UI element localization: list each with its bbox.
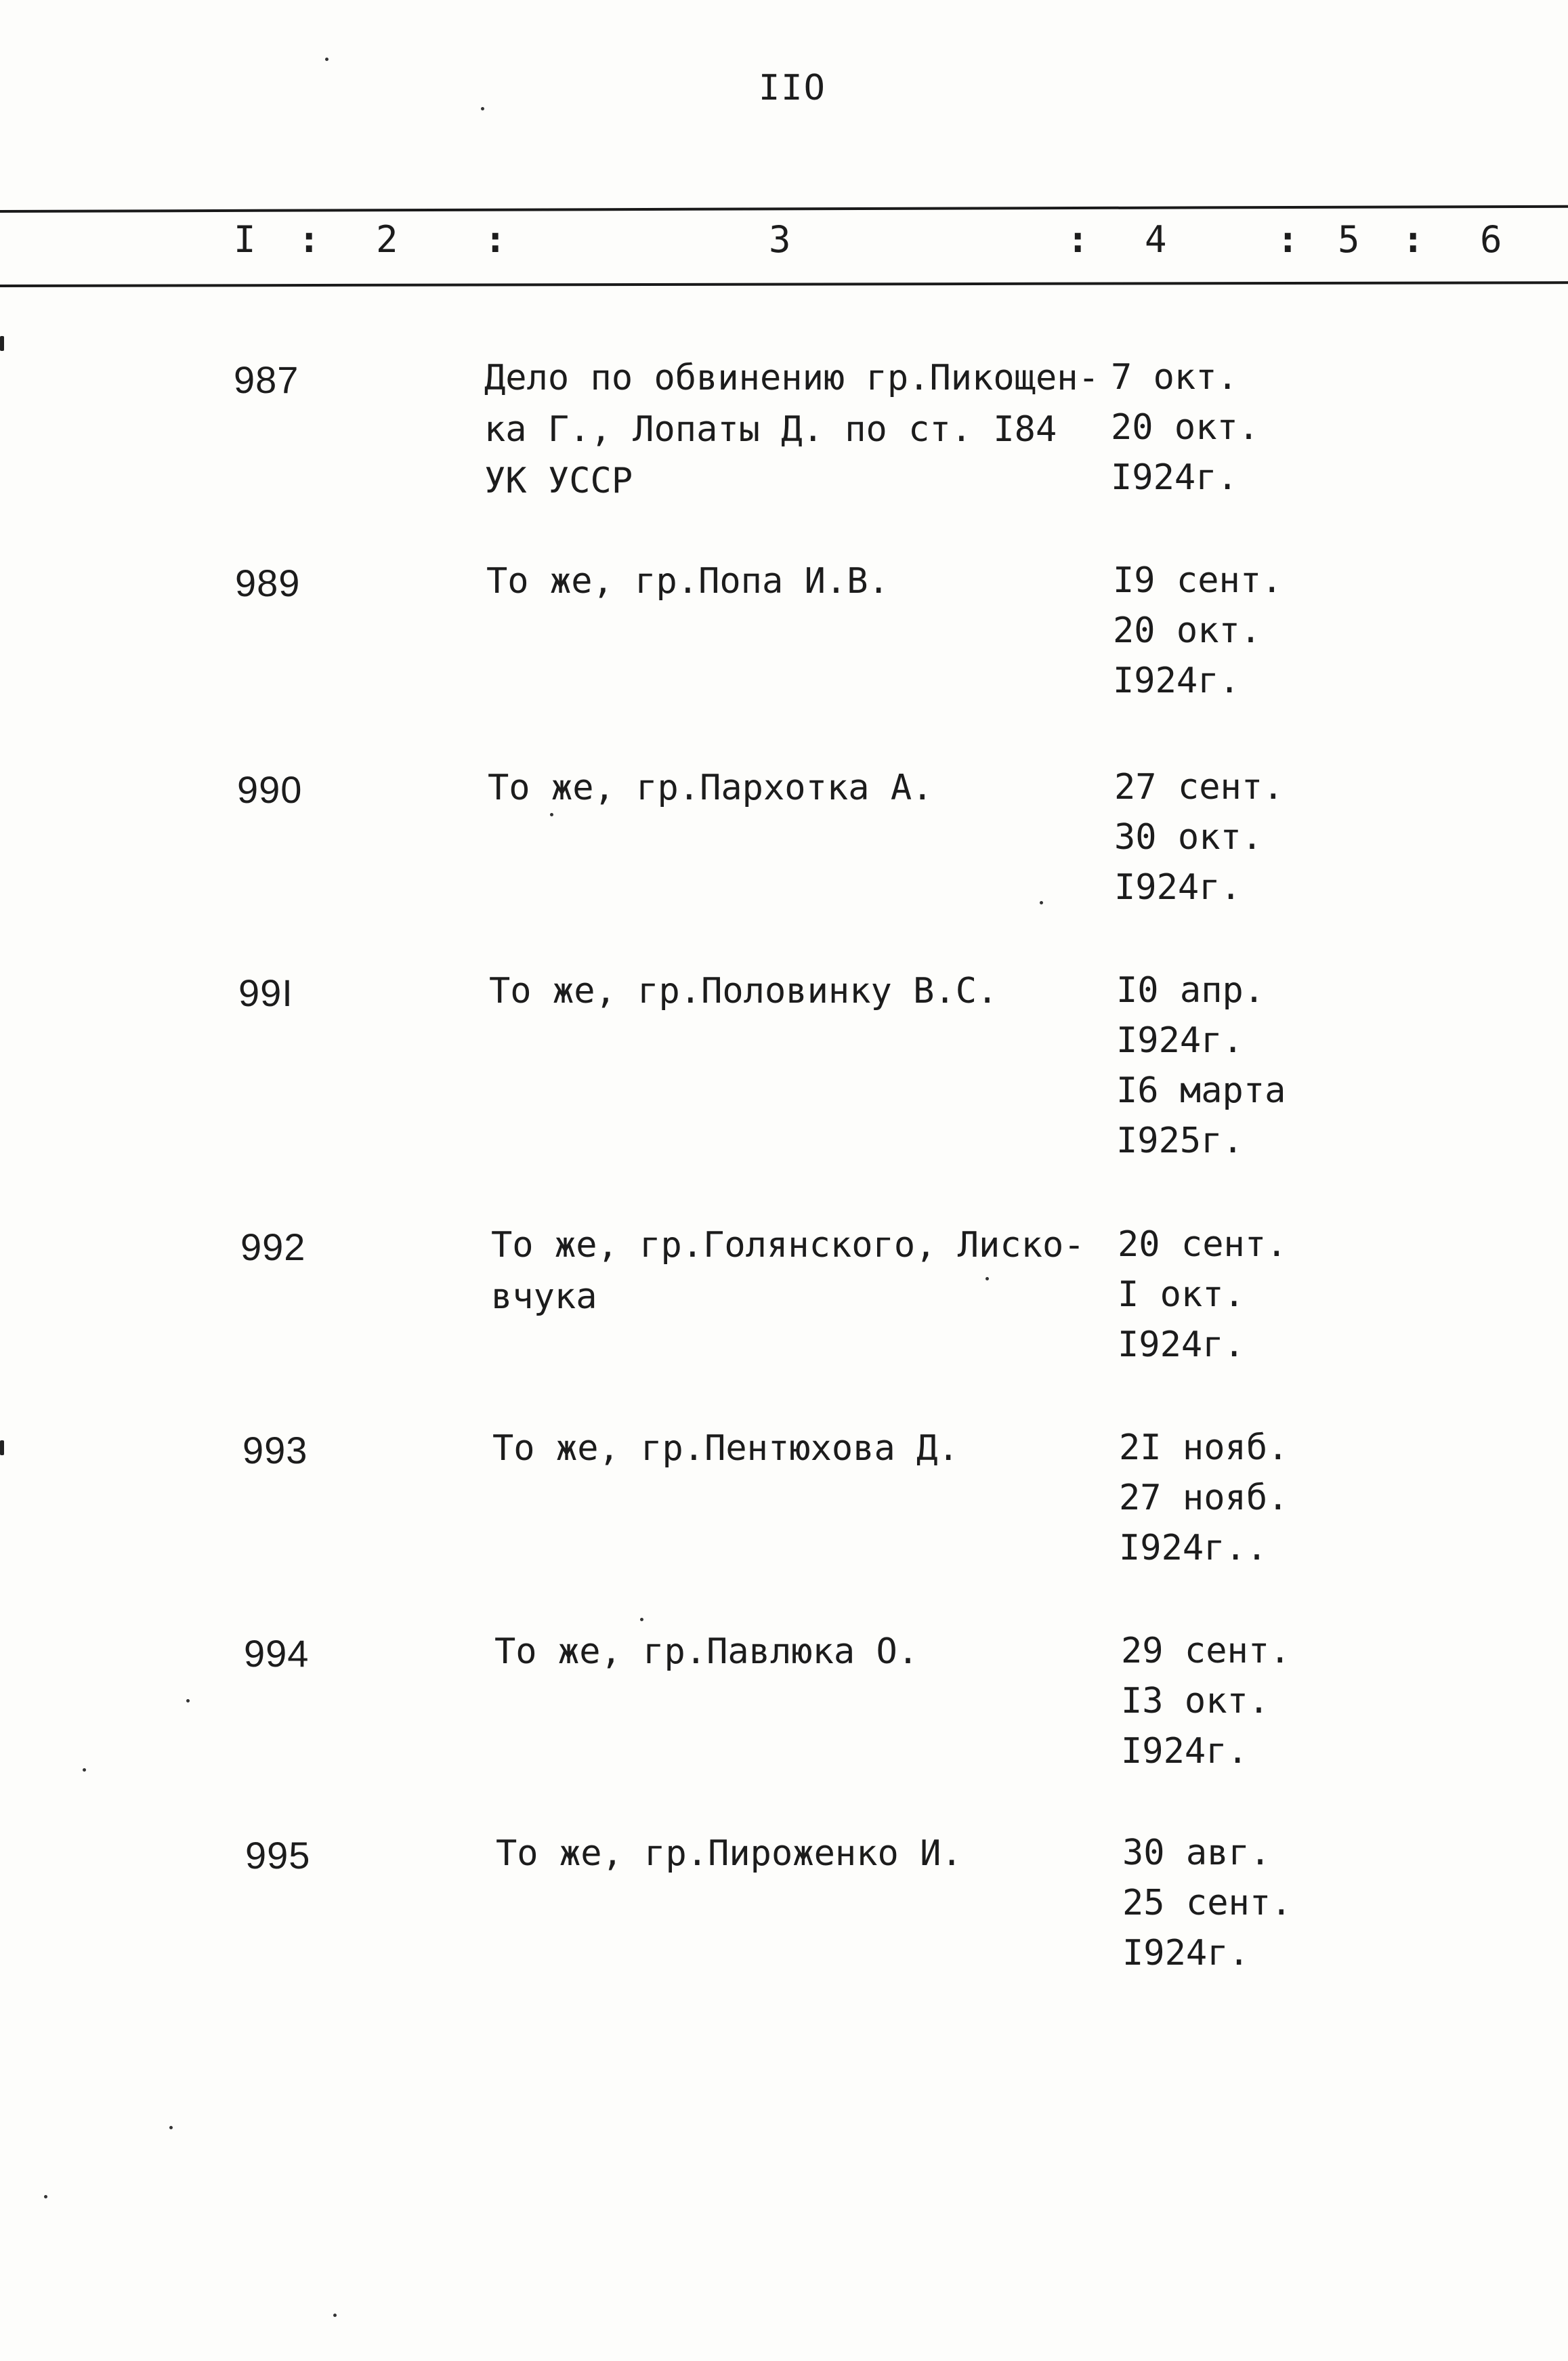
- entry-number: 990: [237, 768, 303, 811]
- column-heading-5: 5: [1338, 218, 1360, 261]
- entry-date: I924г.: [1122, 1933, 1250, 1973]
- entry-description: То же, гр.Голянского, Лиско- вчука: [491, 1225, 1085, 1317]
- column-separator: :: [1067, 218, 1089, 261]
- column-separator: :: [484, 218, 507, 261]
- entry-number: 99I: [238, 971, 293, 1014]
- entry-date: 25 сент.: [1122, 1883, 1292, 1923]
- entry-date: I924г.: [1114, 867, 1242, 908]
- entry-description: То же, гр.Пентюхова Д.: [492, 1428, 959, 1469]
- entry-description: То же, гр.Пироженко И.: [496, 1833, 962, 1874]
- scan-speck: [83, 1768, 86, 1772]
- entry-date: 20 сент.: [1118, 1224, 1288, 1265]
- column-heading-2: 2: [376, 218, 398, 261]
- entry-date: I9 сент.: [1113, 560, 1283, 601]
- entry-date: I924г.: [1121, 1731, 1248, 1772]
- entry-dates: [1114, 762, 1284, 913]
- entry-date: I925г.: [1116, 1121, 1244, 1161]
- entry-dates: [1122, 1828, 1292, 1978]
- scan-speck: [169, 2126, 173, 2129]
- entry-date: I924г.: [1113, 661, 1240, 701]
- entry-dates: [1121, 1626, 1290, 1776]
- entry-date: I3 окт.: [1121, 1681, 1270, 1721]
- entry-description: То же, гр.Попа И.В.: [486, 561, 889, 602]
- binding-mark: [0, 336, 4, 351]
- entry-dates: [1119, 1423, 1288, 1573]
- entry-date: I окт.: [1118, 1274, 1245, 1315]
- entry-date: I924г.: [1116, 1020, 1244, 1061]
- entry-date: 2I нояб.: [1119, 1427, 1289, 1468]
- entry-dates: [1116, 965, 1286, 1166]
- entry-dates: [1113, 556, 1282, 706]
- entry-number: 995: [245, 1834, 311, 1877]
- entry-date: 29 сент.: [1121, 1631, 1291, 1671]
- entry-description: То же, гр.Половинку В.С.: [489, 971, 998, 1011]
- entry-description: То же, гр.Пархотка А.: [488, 768, 933, 808]
- entry-date: I924г..: [1119, 1528, 1268, 1568]
- header-bottom-rule: [0, 281, 1568, 287]
- column-heading-3: 3: [769, 218, 791, 261]
- entry-date: 30 окт.: [1114, 817, 1263, 858]
- entry-date: I0 апр.: [1116, 970, 1265, 1011]
- column-heading-4: 4: [1145, 218, 1167, 261]
- scan-speck: [325, 58, 329, 61]
- entry-number: 987: [234, 358, 299, 401]
- entry-date: I924г.: [1111, 457, 1238, 498]
- column-heading-1: I: [234, 218, 256, 261]
- entry-date: 20 окт.: [1113, 610, 1262, 651]
- column-separator: :: [1277, 218, 1299, 261]
- scan-speck: [640, 1618, 643, 1621]
- entry-date: 30 авг.: [1122, 1833, 1271, 1873]
- column-separator: :: [1402, 218, 1424, 261]
- entry-number: 992: [240, 1226, 306, 1268]
- entry-description: То же, гр.Павлюка О.: [494, 1631, 919, 1672]
- scan-speck: [333, 2314, 337, 2317]
- entry-number: 994: [244, 1632, 310, 1675]
- entry-date: 27 сент.: [1114, 767, 1284, 808]
- header-top-rule: [0, 205, 1568, 213]
- scan-speck: [550, 813, 553, 816]
- scan-speck: [186, 1699, 190, 1702]
- entry-dates: [1118, 1219, 1287, 1370]
- scan-speck: [986, 1277, 989, 1280]
- entry-date: 20 окт.: [1111, 407, 1260, 448]
- scan-speck: [481, 107, 484, 110]
- scan-speck: [1040, 901, 1043, 904]
- entry-description: Дело по обвинению гр.Пикощен- ка Г., Лопаты Д. по ст. I84 УК УССР: [484, 358, 1099, 501]
- entry-number: 989: [235, 562, 301, 604]
- entry-dates: [1111, 352, 1259, 503]
- page-number: IIO: [759, 68, 826, 108]
- entry-date: 7 окт.: [1111, 357, 1238, 398]
- scan-speck: [44, 2195, 47, 2198]
- column-heading-6: 6: [1480, 218, 1502, 261]
- entry-date: I6 марта: [1116, 1070, 1286, 1111]
- column-separator: :: [298, 218, 320, 261]
- entry-date: I924г.: [1118, 1324, 1245, 1365]
- entry-date: 27 нояб.: [1119, 1478, 1289, 1518]
- entry-number: 993: [242, 1429, 308, 1471]
- binding-mark: [0, 1440, 4, 1455]
